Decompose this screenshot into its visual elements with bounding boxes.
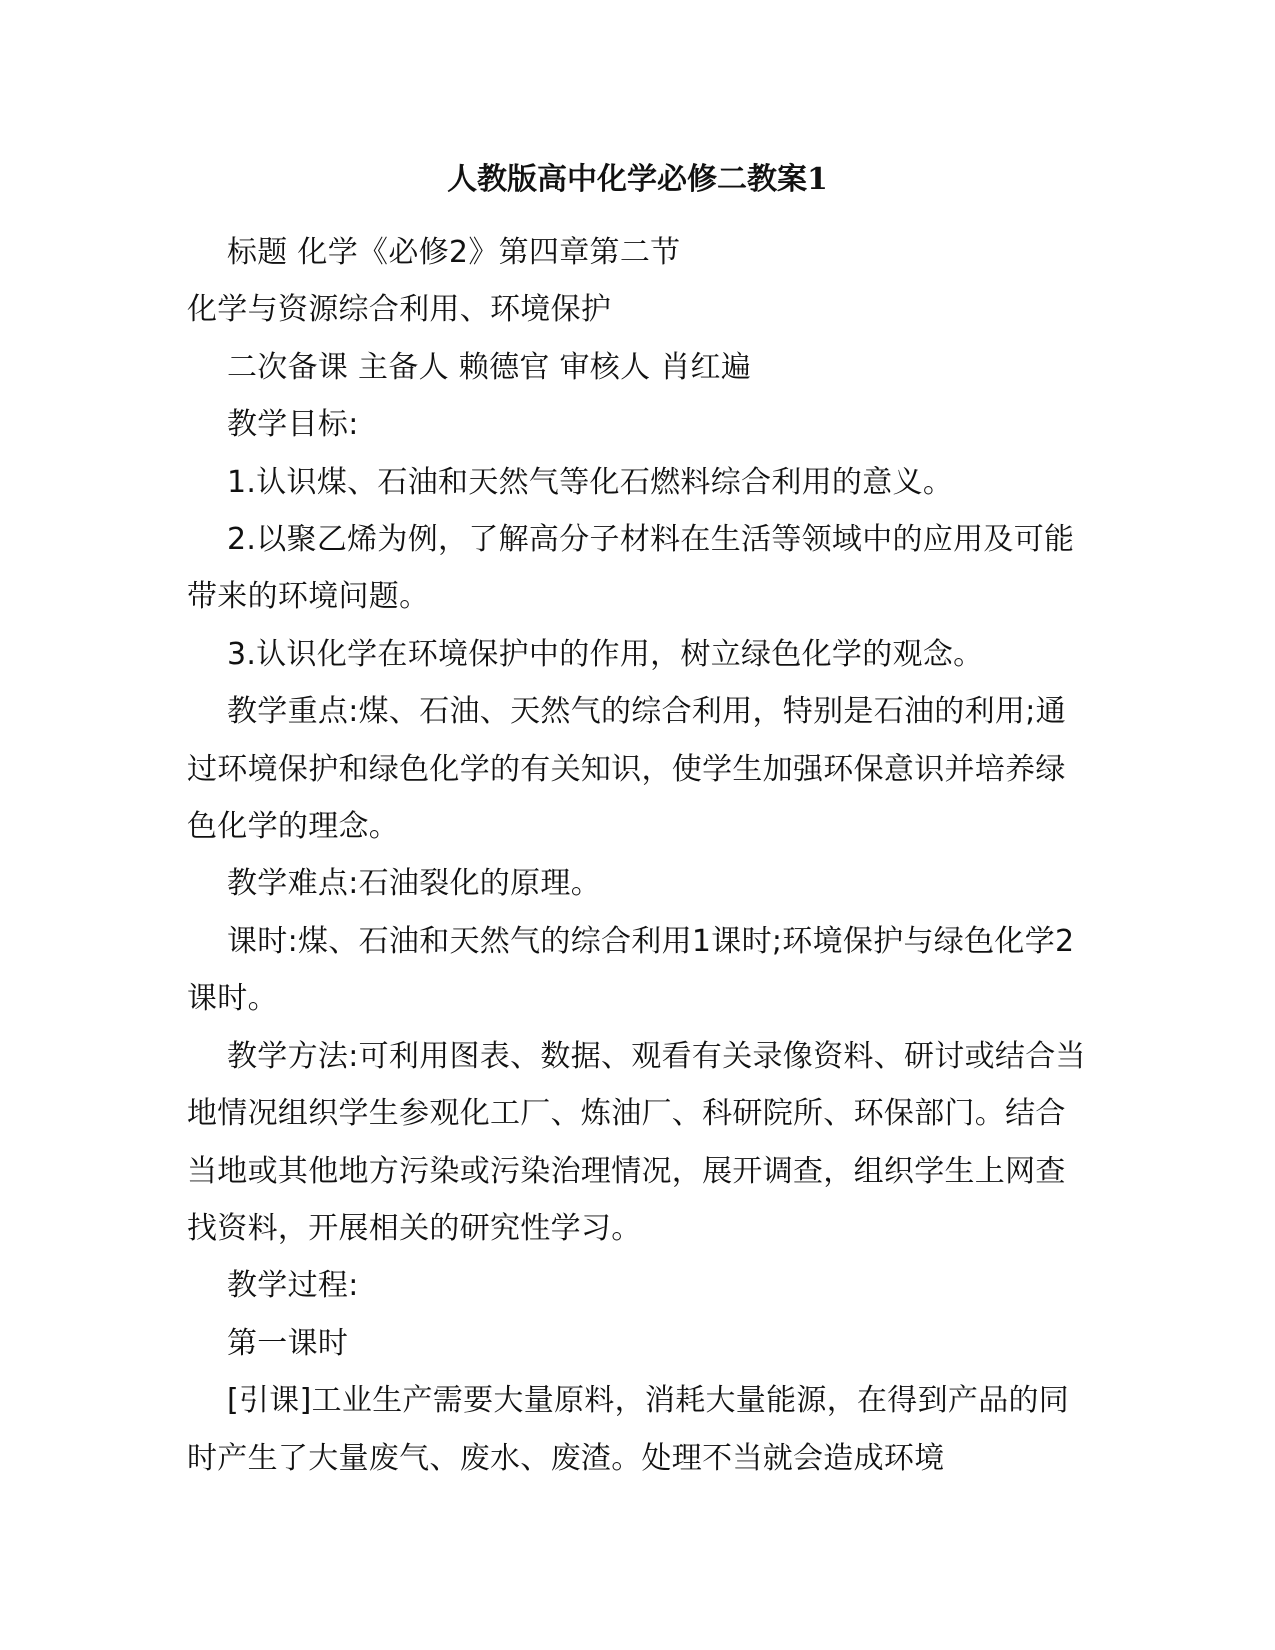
paragraph-class-hours: 课时:煤、石油和天然气的综合利用1课时;环境保护与绿色化学2课时。 — [187, 923, 1075, 1017]
paragraph-subtitle: 化学与资源综合利用、环境保护 — [187, 292, 612, 328]
paragraph-objective-3: 3.认识化学在环境保护中的作用，树立绿色化学的观念。 — [227, 636, 984, 672]
document-title: 人教版高中化学必修二教案1 — [447, 162, 828, 197]
paragraph-process-heading: 教学过程: — [227, 1268, 359, 1304]
paragraph-key-points: 教学重点:煤、石油、天然气的综合利用，特别是石油的利用;通过环境保护和绿色化学的有关知识，使学生加强环保意识并培养绿色化学的理念。 — [187, 694, 1066, 845]
paragraph-difficulties: 教学难点:石油裂化的原理。 — [227, 866, 602, 902]
paragraph-objectives-heading: 教学目标: — [227, 407, 359, 443]
paragraph-teaching-methods: 教学方法:可利用图表、数据、观看有关录像资料、研讨或结合当地情况组织学生参观化工厂、炼油厂、科研院所、环保部门。结合当地或其他地方污染或污染治理情况，展开调查，组织学生上网查找资料，开展相关的研究性学习。 — [187, 1038, 1086, 1246]
paragraph-preparers: 二次备课 主备人 赖德官 审核人 肖红遍 — [227, 349, 752, 385]
paragraph-heading-line: 标题 化学《必修2》第四章第二节 — [227, 235, 681, 270]
paragraph-intro: [引课]工业生产需要大量原料，消耗大量能源，在得到产品的同时产生了大量废气、废水、废渣。处理不当就会造成环境 — [187, 1383, 1070, 1476]
document-body — [187, 224, 1087, 1487]
paragraph-objective-2: 2.以聚乙烯为例，了解高分子材料在生活等领域中的应用及可能带来的环境问题。 — [187, 522, 1075, 615]
paragraph-first-lesson: 第一课时 — [227, 1325, 349, 1361]
paragraph-objective-1: 1.认识煤、石油和天然气等化石燃料综合利用的意义。 — [227, 464, 954, 500]
